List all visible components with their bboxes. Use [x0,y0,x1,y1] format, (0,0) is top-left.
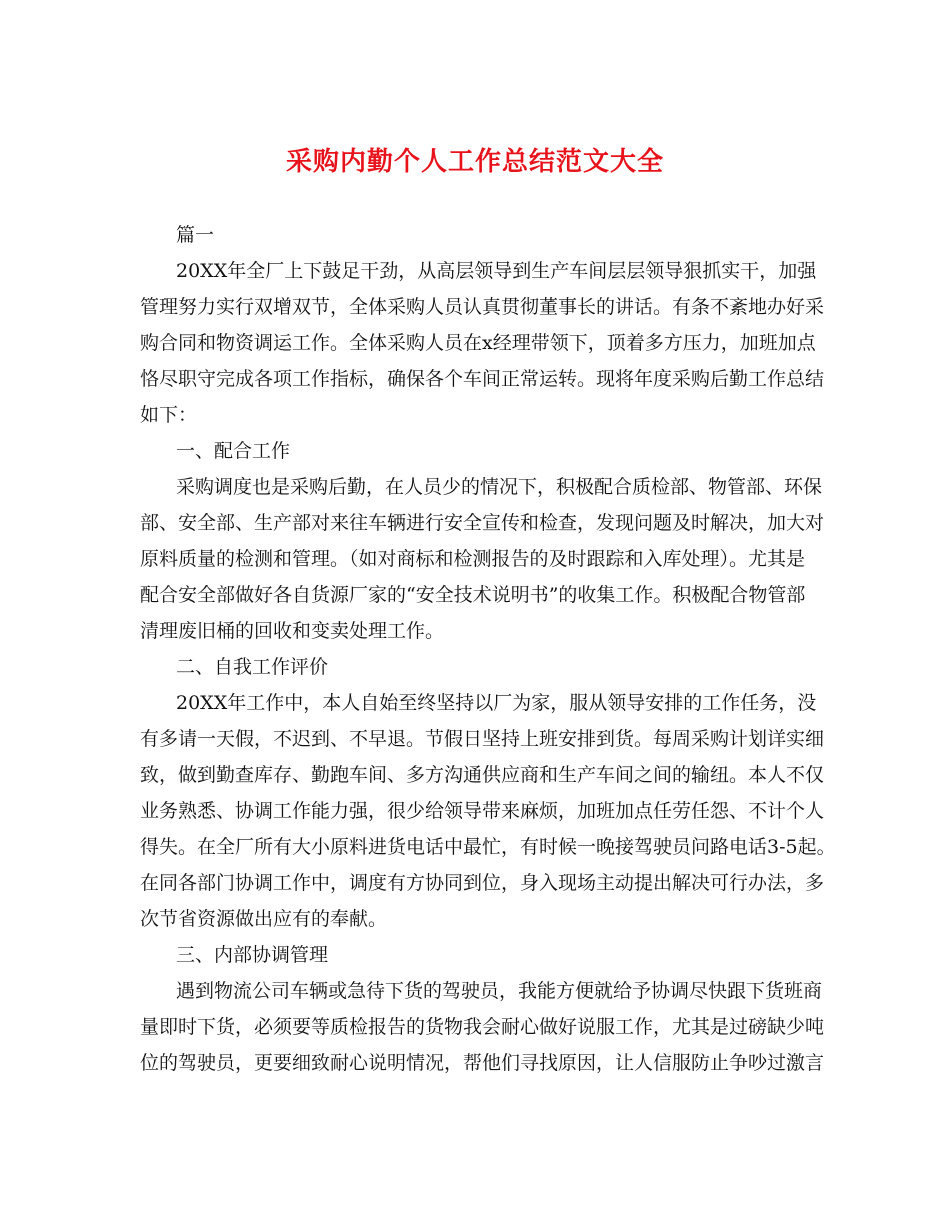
paragraph-line: 遇到物流公司车辆或急待下货的驾驶员，我能方便就给予协调尽快跟下货班商 [176,980,823,1002]
paragraph-line: 清理废旧桶的回收和变卖处理工作。 [140,620,445,642]
paragraph-line: 业务熟悉、协调工作能力强，很少给领导带来麻烦，加班加点任劳任怨、不计个人 [140,800,825,822]
paragraph-line: 有多请一天假，不迟到、不早退。节假日坚持上班安排到货。每周采购计划详实细 [140,728,825,750]
document-title: 采购内勤个人工作总结范文大全 [285,147,664,177]
paragraph-line: 管理努力实行双增双节，全体采购人员认真贯彻董事长的讲话。有条不紊地办好采 [140,296,825,318]
section-heading-part-one: 篇一 [176,224,215,246]
paragraph-line: 20XX年全厂上下鼓足干劲，从高层领导到生产车间层层领导狠抓实干，加强 [176,260,817,282]
section-heading-internal-coordination: 三、内部协调管理 [176,944,329,966]
paragraph-line: 次节省资源做出应有的奉献。 [140,908,388,930]
section-heading-self-evaluation: 二、自我工作评价 [176,656,329,678]
paragraph-line: 恪尽职守完成各项工作指标，确保各个车间正常运转。现将年度采购后勤工作总结 [140,368,825,390]
paragraph-line: 位的驾驶员，更要细致耐心说明情况，帮他们寻找原因，让人信服防止争吵过激言 [140,1052,825,1074]
paragraph-line: 采购调度也是采购后勤，在人员少的情况下，积极配合质检部、物管部、环保 [176,476,823,498]
paragraph-line: 得失。在全厂所有大小原料进货电话中最忙，有时候一晚接驾驶员问路电话3-5起。 [140,836,836,858]
paragraph-line: 购合同和物资调运工作。全体采购人员在x经理带领下，顶着多方压力，加班加点 [140,332,816,354]
paragraph-line: 量即时下货，必须要等质检报告的货物我会耐心做好说服工作，尤其是过磅缺少吨 [140,1016,825,1038]
paragraph-line: 原料质量的检测和管理。（如对商标和检测报告的及时跟踪和入库处理）。尤其是 [140,548,806,570]
section-heading-cooperation: 一、配合工作 [176,440,291,462]
paragraph-line: 20XX年工作中，本人自始至终坚持以厂为家，服从领导安排的工作任务，没 [176,692,817,714]
paragraph-line: 在同各部门协调工作中，调度有方协同到位，身入现场主动提出解决可行办法，多 [140,872,825,894]
paragraph-line: 致，做到勤查库存、勤跑车间、多方沟通供应商和生产车间之间的输纽。本人不仅 [140,764,825,786]
paragraph-line: 配合安全部做好各自货源厂家的“安全技术说明书”的收集工作。积极配合物管部 [140,584,806,606]
paragraph-line: 如下： [140,404,198,426]
paragraph-line: 部、安全部、生产部对来往车辆进行安全宣传和检查，发现问题及时解决，加大对 [140,512,825,534]
